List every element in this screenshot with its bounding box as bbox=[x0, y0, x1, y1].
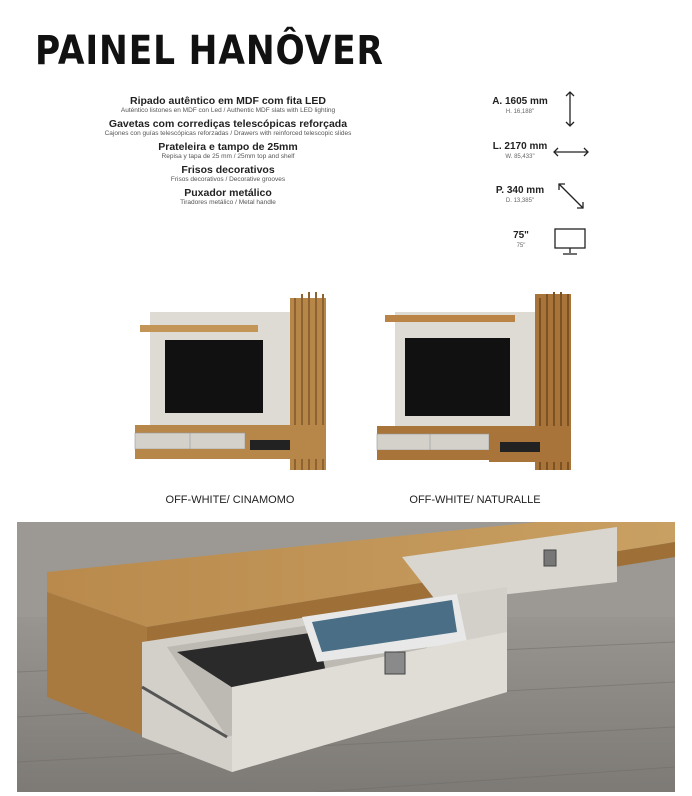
dimension-value: 75" bbox=[513, 230, 529, 241]
feature-list bbox=[30, 95, 426, 210]
feature-item bbox=[30, 187, 426, 207]
dimension-width bbox=[488, 139, 598, 175]
dimension-imperial: H. 16,188" bbox=[505, 109, 535, 115]
variant-caption: OFF-WHITE/ CINAMOMO bbox=[165, 494, 295, 506]
dimension-imperial: W. 85,433" bbox=[505, 154, 535, 160]
feature-title: Prateleira e tampo de 25mm bbox=[158, 141, 298, 153]
tv-icon bbox=[554, 228, 586, 256]
feature-subtitle: Cajones con guías telescópicas reforzadas / Drawers with reinforced telescopic slides bbox=[104, 130, 352, 137]
dimension-value: L. 2170 mm bbox=[492, 141, 548, 152]
product-photo-naturalle bbox=[375, 290, 575, 480]
dimension-depth bbox=[488, 183, 598, 219]
drawer-detail-photo bbox=[17, 522, 675, 792]
feature-title: Ripado autêntico em MDF com fita LED bbox=[129, 95, 326, 107]
feature-title: Frisos decorativos bbox=[181, 164, 275, 176]
feature-title: Puxador metálico bbox=[184, 187, 272, 199]
feature-item bbox=[30, 118, 426, 138]
dimension-value: A. 1605 mm bbox=[492, 96, 548, 107]
dimension-imperial: 75" bbox=[516, 243, 526, 249]
dimension-height bbox=[488, 92, 598, 128]
page-title: PAINEL HANÔVER bbox=[35, 28, 384, 74]
product-photo-cinamomo bbox=[130, 290, 330, 480]
feature-title: Gavetas com corrediças telescópicas reforçada bbox=[108, 118, 348, 130]
feature-subtitle: Repisa y tapa de 25 mm / 25mm top and shelf bbox=[161, 153, 295, 160]
dimension-imperial: D. 13,385" bbox=[505, 198, 535, 204]
dimension-value: P. 340 mm bbox=[495, 185, 545, 196]
feature-subtitle: Frisos decorativos / Decorative grooves bbox=[170, 176, 286, 183]
dimension-tv bbox=[488, 228, 598, 264]
feature-item bbox=[30, 164, 426, 184]
variant-caption: OFF-WHITE/ NATURALLE bbox=[409, 494, 541, 506]
feature-subtitle: Tiradores metálico / Metal handle bbox=[180, 199, 276, 206]
vertical-arrow-icon bbox=[560, 90, 580, 128]
feature-subtitle: Auténtico listones en MDF con Led / Authentic MDF slats with LED lighting bbox=[120, 107, 336, 114]
diagonal-arrow-icon bbox=[556, 181, 586, 211]
horizontal-arrow-icon bbox=[552, 145, 590, 159]
feature-item bbox=[30, 95, 426, 115]
feature-item bbox=[30, 141, 426, 161]
